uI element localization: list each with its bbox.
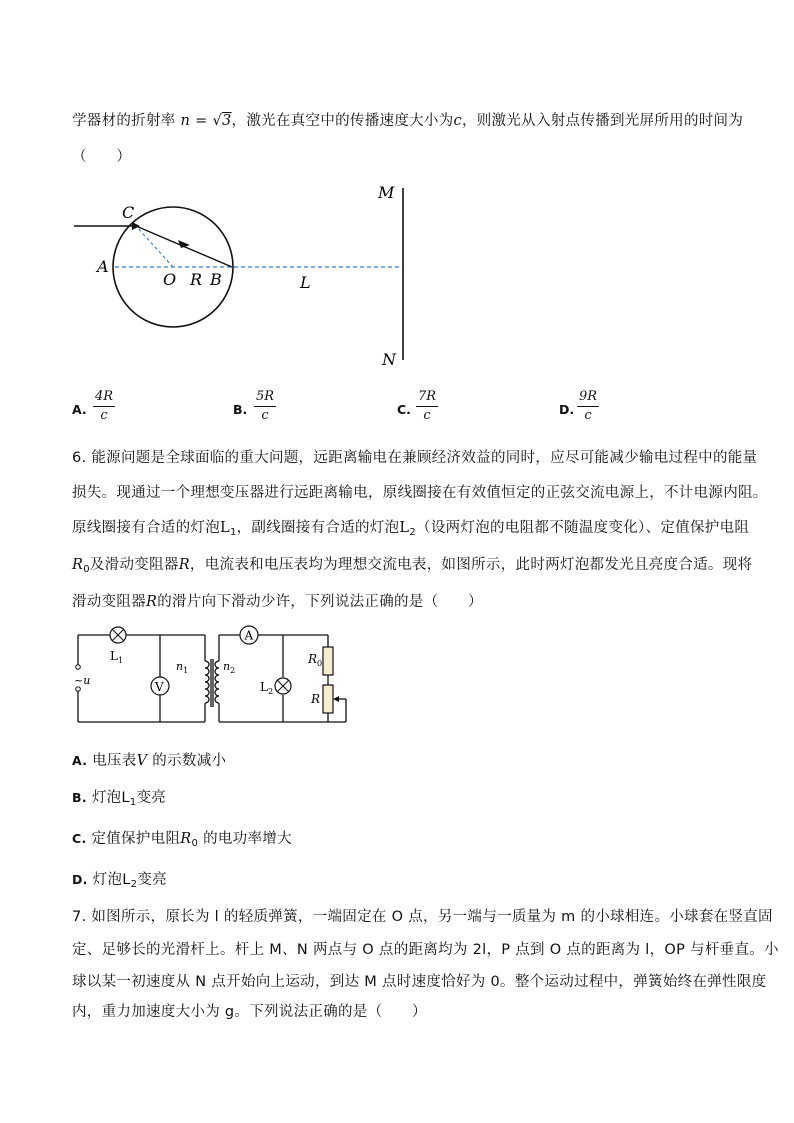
lamp-l1-icon [110,627,126,643]
label-n2: $n_2$ [223,660,236,675]
q6-line-5: 滑动变阻器R的滑片向下滑动少许，下列说法正确的是（ ） [72,594,483,610]
q7-line-1: 7. 如图所示，原长为 l 的轻质弹簧，一端固定在 O 点，另一端与一质量为 m 的小球相连。小球套在竖直固 [72,909,773,925]
q5-stem-line [72,109,743,130]
q7-line-3: 球以某一初速度从 N 点开始向上运动，到达 M 点时速度恰好为 0。整个运动过程中，弹簧始终在弹性限度 [72,974,767,990]
q5-text-b: ，激光在真空中的传播速度大小为 [231,113,454,129]
option-label: D. [559,402,575,417]
label-b: B [210,270,222,289]
rheostat-r [323,685,333,713]
q7-line-2: 定、足够长的光滑杆上。杆上 M、N 两点与 O 点的距离均为 2l，P 点到 O 点的距离为 l，OP 与杆垂直。小 [72,942,779,958]
q5-optics-figure [70,180,420,375]
label-n: N [382,350,396,369]
q6-option-d[interactable]: D. 灯泡$L_2$变亮 [72,872,167,890]
q6-option-c[interactable]: C. 定值保护电阻$R_0$ 的电功率增大 [72,831,292,849]
lamp-l2-icon [275,678,291,694]
q5-answer-paren: （ ） [72,149,132,165]
c-symbol: c [453,113,462,129]
label-r0: $R_0$ [308,652,323,668]
n-symbol: n [180,113,191,129]
option-label: A. [72,402,87,417]
q7-line-4: 内，重力加速度大小为 g。下列说法正确的是（ ） [72,1004,427,1020]
label-n1: $n_1$ [176,660,189,675]
option-fraction: $\frac{9R}{c}$ [579,389,598,423]
q6-line-4: $R_0$及滑动变阻器R，电流表和电压表均为理想交流电表，如图所示，此时两灯泡都发光且亮度合适。现将 [72,557,753,575]
q6-line-2: 损失。现通过一个理想变压器进行远距离输电，原线圈接在有效值恒定的正弦交流电源上，不计电源内阻。 [72,485,768,501]
label-l2: $L_2$ [260,680,274,696]
svg-text:A: A [244,628,254,643]
label-r: R [311,692,321,706]
sqrt-value: 3 [222,113,232,129]
q5-text-a: 学器材的折射率 [72,113,176,129]
resistor-r0 [323,647,333,675]
option-fraction: $\frac{5R}{c}$ [256,389,275,423]
label-c: C [122,203,135,222]
label-m: M [378,183,395,202]
sqrt-icon: √3 [212,113,232,129]
radius-oc-dashed [136,226,173,267]
voltmeter-icon [151,677,169,695]
label-a: A [97,257,109,276]
q6-line-1: 6. 能源问题是全球面临的重大问题，远距离输电在兼顾经济效益的同时，应尽可能减少输电过程中的能量 [72,450,758,466]
terminal-bottom [76,687,81,692]
slider-arrow-icon [333,696,339,702]
option-fraction: $\frac{4R}{c}$ [95,389,114,423]
label-o: O [163,270,177,289]
q5-text-c: ，则激光从入射点传播到光屏所用的时间为 [461,113,744,129]
refracted-arrow-icon [178,240,190,248]
q6-line-3: 原线圈接有合适的灯泡$L_1$，副线圈接有合适的灯泡$L_2$（设两灯泡的电阻都不随温度变化）、定值保护电阻 [72,520,750,538]
label-l1: $L_1$ [110,649,124,665]
terminal-top [76,665,81,670]
q6-circuit-figure [70,625,360,730]
option-label: B. [233,402,248,417]
q6-option-a[interactable]: A. 电压表V 的示数减小 [72,753,227,769]
label-u: ~u [74,674,91,687]
label-l: L [300,273,311,292]
ammeter-icon [240,626,258,644]
option-fraction: $\frac{7R}{c}$ [418,389,437,423]
equals-sign: = [190,113,213,129]
label-r: R [190,270,203,289]
option-label: C. [397,402,411,417]
q6-option-b[interactable]: B. 灯泡$L_1$变亮 [72,790,167,808]
svg-text:V: V [155,680,164,694]
